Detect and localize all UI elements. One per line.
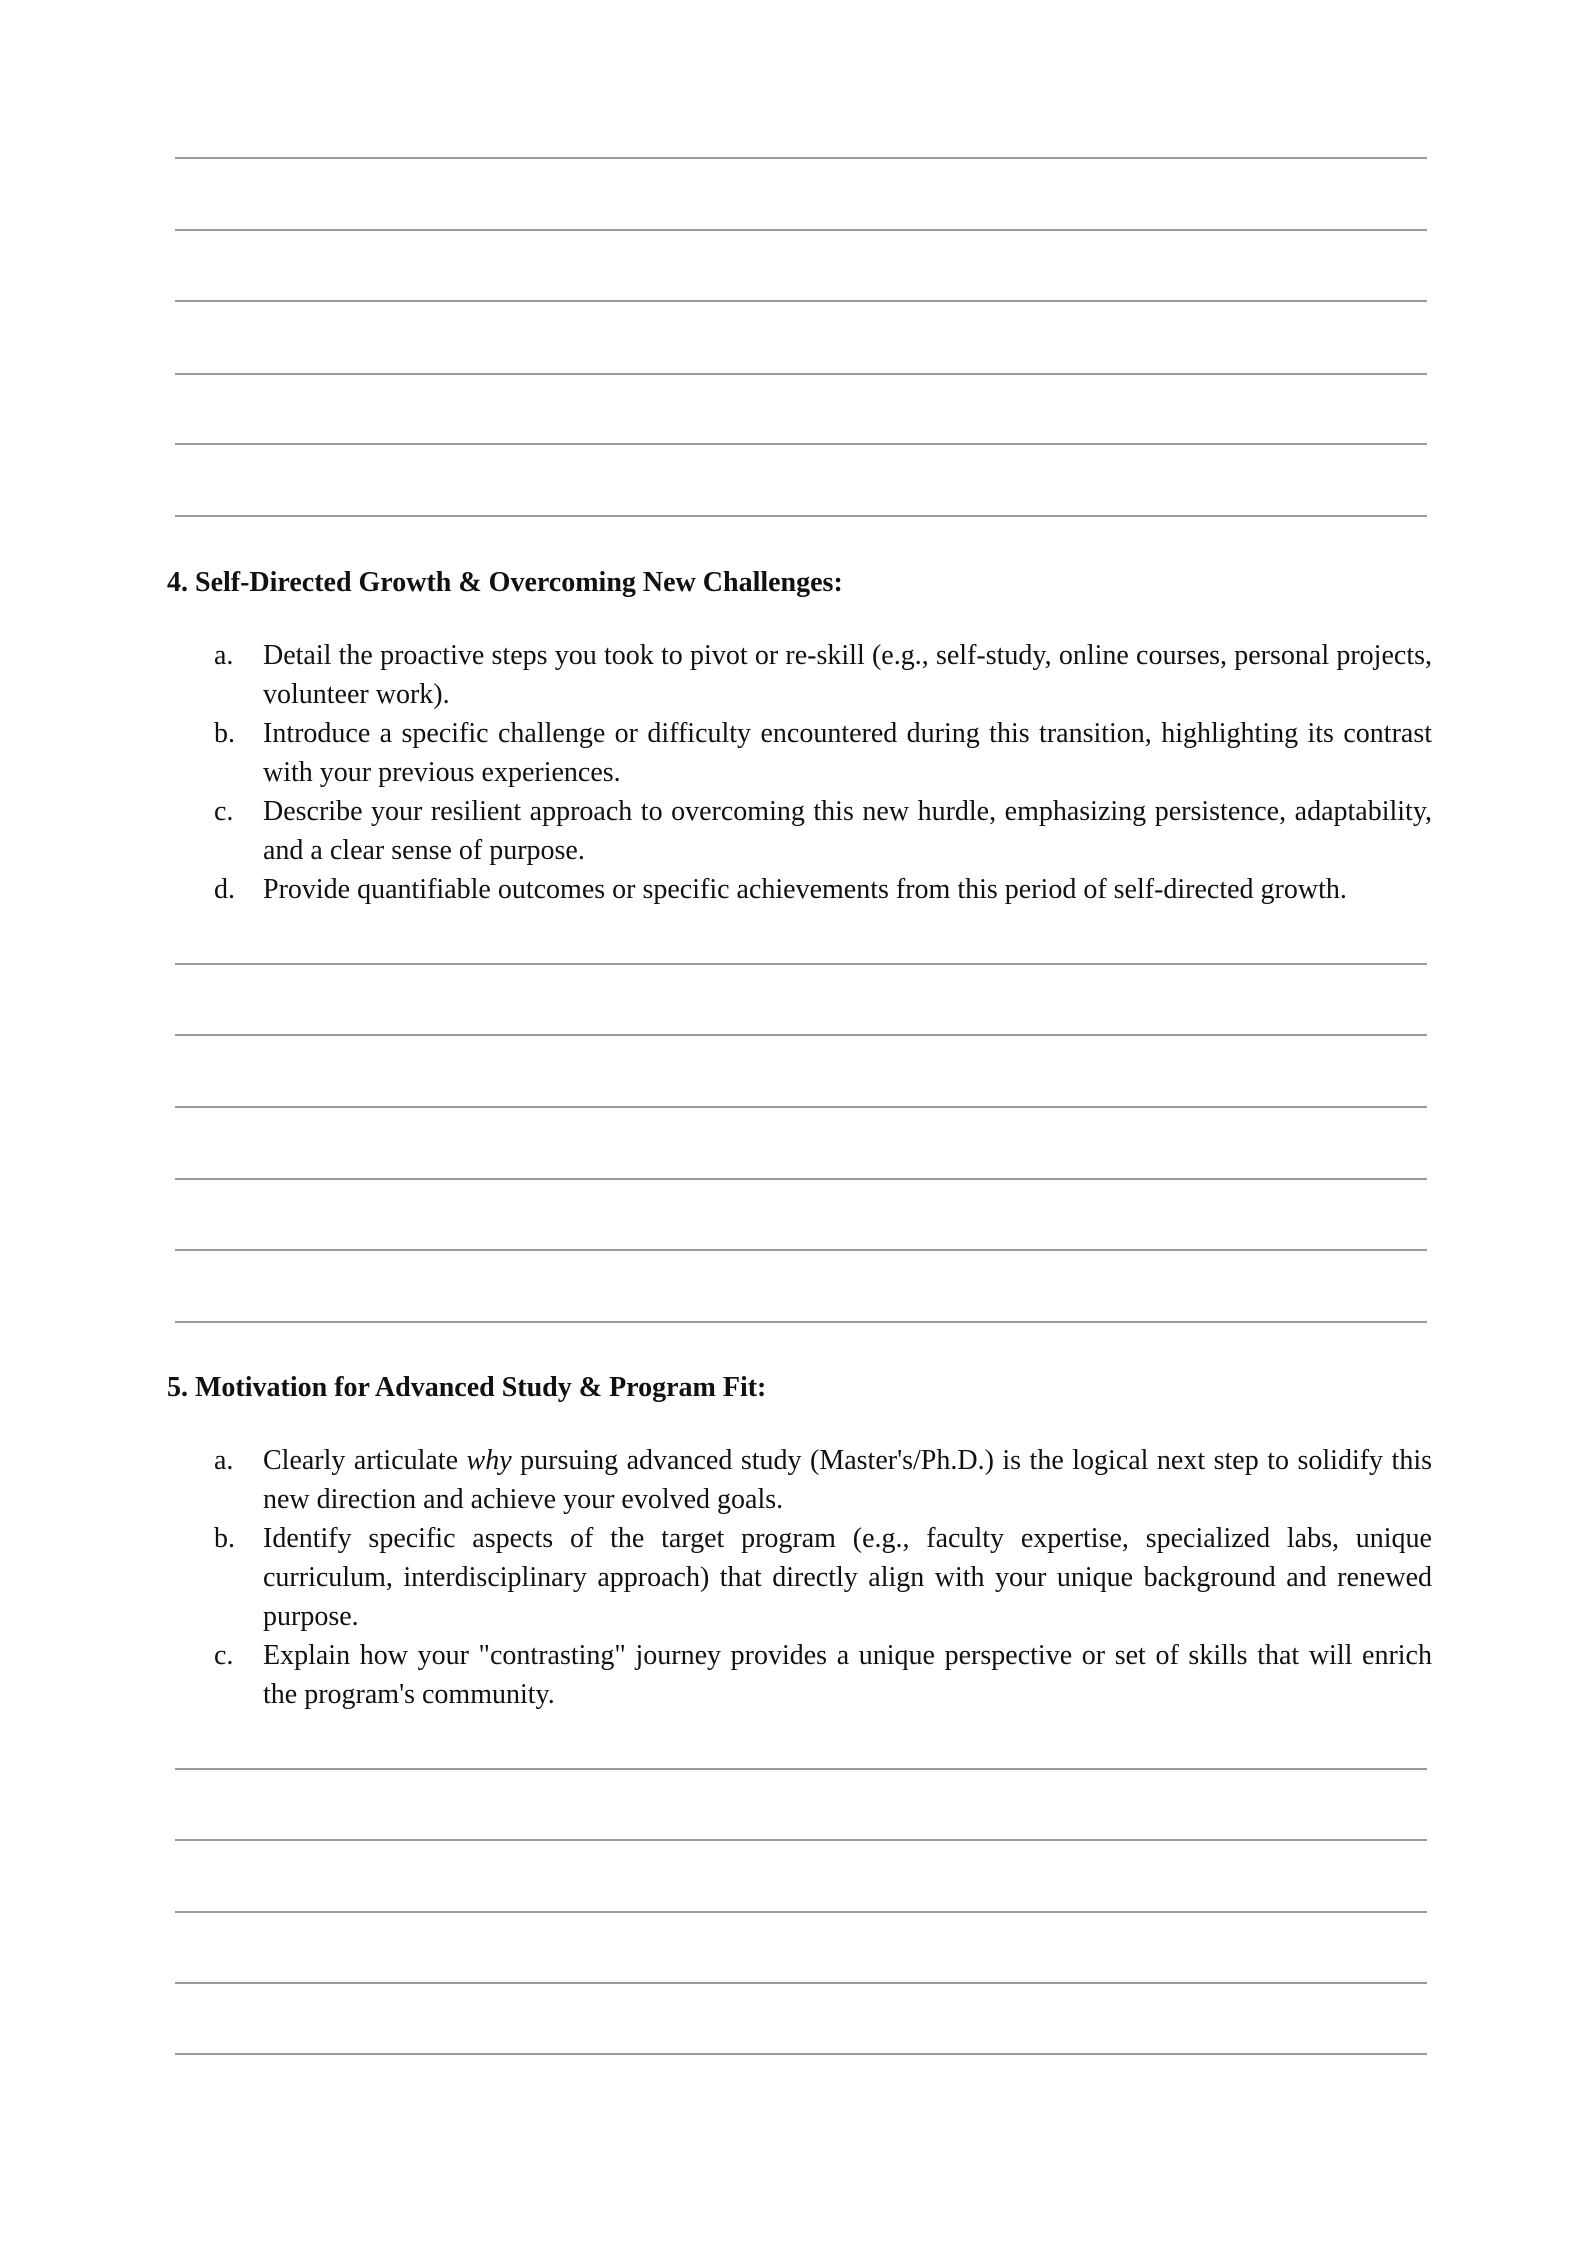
prompt-item — [210, 1636, 1432, 1714]
answer-line — [175, 1839, 1427, 1841]
prompt-marker: b. — [214, 1523, 235, 1554]
answer-line — [175, 1911, 1427, 1913]
answer-line — [175, 515, 1427, 517]
prompt-marker: c. — [214, 1640, 234, 1671]
prompt-marker: b. — [214, 718, 235, 749]
prompt-text: Identify specific aspects of the target program (e.g., faculty expertise, specialized labs, unique curriculum, interdisciplinary approach) that directly align with your unique background and renewed purpose. — [263, 1523, 1432, 1632]
prompt-text-after: pursuing advanced study (Master's/Ph.D.) is the logical next step to solidify this new direction and achieve your evolved goals. — [263, 1445, 1432, 1515]
section-4-prompt-list — [210, 636, 1432, 909]
answer-line — [175, 963, 1427, 965]
prompt-text — [263, 1445, 1432, 1515]
answer-line — [175, 1321, 1427, 1323]
section-4-heading: 4. Self-Directed Growth & Overcoming New Challenges: — [167, 567, 843, 598]
prompt-item — [210, 1441, 1432, 1519]
prompt-text-emphasis: why — [466, 1445, 512, 1476]
answer-line — [175, 1982, 1427, 1984]
prompt-marker: a. — [214, 1445, 234, 1476]
prompt-item — [210, 792, 1432, 870]
answer-line — [175, 1106, 1427, 1108]
prompt-text: Detail the proactive steps you took to pivot or re-skill (e.g., self-study, online courses, personal projects, volunteer work). — [263, 640, 1432, 710]
answer-line — [175, 373, 1427, 375]
answer-line — [175, 1034, 1427, 1036]
prompt-item — [210, 870, 1432, 909]
answer-line — [175, 229, 1427, 231]
answer-line — [175, 300, 1427, 302]
prompt-text-before: Clearly articulate — [263, 1445, 467, 1476]
prompt-item — [210, 636, 1432, 714]
prompt-text: Introduce a specific challenge or difficulty encountered during this transition, highlighting its contrast with your previous experiences. — [263, 718, 1432, 788]
answer-line — [175, 1178, 1427, 1180]
prompt-text: Provide quantifiable outcomes or specific achievements from this period of self-directed growth. — [263, 874, 1347, 905]
answer-line — [175, 1768, 1427, 1770]
prompt-marker: d. — [214, 874, 235, 905]
prompt-item — [210, 1519, 1432, 1636]
answer-line — [175, 443, 1427, 445]
section-5-heading: 5. Motivation for Advanced Study & Program Fit: — [167, 1372, 767, 1403]
prompt-text: Explain how your "contrasting" journey provides a unique perspective or set of skills that will enrich the program's community. — [263, 1640, 1432, 1710]
prompt-marker: a. — [214, 640, 234, 671]
answer-line — [175, 2053, 1427, 2055]
prompt-item — [210, 714, 1432, 792]
prompt-marker: c. — [214, 796, 234, 827]
prompt-text: Describe your resilient approach to overcoming this new hurdle, emphasizing persistence, adaptability, and a clear sense of purpose. — [263, 796, 1432, 866]
answer-line — [175, 1249, 1427, 1251]
section-5-prompt-list — [210, 1441, 1432, 1714]
answer-line — [175, 157, 1427, 159]
